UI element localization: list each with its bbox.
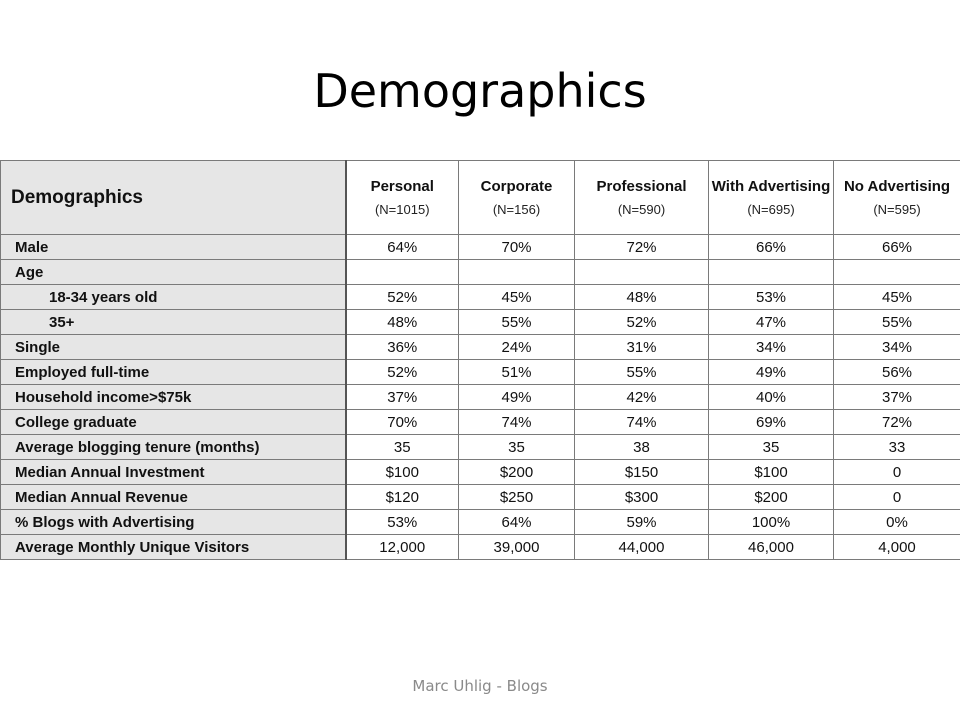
row-label: Single <box>1 335 346 360</box>
table-cell: 74% <box>575 410 709 435</box>
row-label: Average blogging tenure (months) <box>1 435 346 460</box>
column-name: Personal <box>370 177 434 195</box>
table-cell: 48% <box>346 310 459 335</box>
table-cell: 24% <box>459 335 575 360</box>
table-cell: 74% <box>459 410 575 435</box>
table-cell: $100 <box>709 460 834 485</box>
table-cell: 52% <box>575 310 709 335</box>
column-header-corporate <box>459 161 575 235</box>
table-cell: 66% <box>709 235 834 260</box>
table-cell: $150 <box>575 460 709 485</box>
table-cell: 37% <box>834 385 960 410</box>
table-cell: 49% <box>709 360 834 385</box>
table-cell: 0% <box>834 510 960 535</box>
column-header-with-advertising <box>709 161 834 235</box>
table-cell: 51% <box>459 360 575 385</box>
table-cell: 64% <box>459 510 575 535</box>
table-cell: 0 <box>834 485 960 510</box>
table-cell: 69% <box>709 410 834 435</box>
table-cell: 64% <box>346 235 459 260</box>
table-row <box>1 310 960 335</box>
row-label: 18-34 years old <box>1 285 346 310</box>
row-label: Male <box>1 235 346 260</box>
table-cell: 55% <box>834 310 960 335</box>
column-header-personal <box>346 161 459 235</box>
table-cell: 45% <box>459 285 575 310</box>
table-cell: 44,000 <box>575 535 709 560</box>
table-cell: 31% <box>575 335 709 360</box>
table-cell: 40% <box>709 385 834 410</box>
table-row <box>1 510 960 535</box>
row-label: % Blogs with Advertising <box>1 510 346 535</box>
table-row <box>1 360 960 385</box>
table-cell: 46,000 <box>709 535 834 560</box>
table-body <box>1 235 960 560</box>
table-cell: 36% <box>346 335 459 360</box>
corner-header: Demographics <box>1 161 346 235</box>
row-label: Average Monthly Unique Visitors <box>1 535 346 560</box>
table-cell: 0 <box>834 460 960 485</box>
column-name: Professional <box>596 177 687 195</box>
table-cell: 48% <box>575 285 709 310</box>
column-sample-size: (N=156) <box>492 201 541 217</box>
table-cell: 4,000 <box>834 535 960 560</box>
table-row <box>1 285 960 310</box>
row-label: Median Annual Revenue <box>1 485 346 510</box>
column-header-no-advertising <box>834 161 960 235</box>
table-row <box>1 385 960 410</box>
table-cell: 72% <box>575 235 709 260</box>
table-cell: $250 <box>459 485 575 510</box>
row-label: Employed full-time <box>1 360 346 385</box>
table-row <box>1 335 960 360</box>
column-name: No Advertising <box>843 177 951 195</box>
table-row <box>1 410 960 435</box>
table-cell: $300 <box>575 485 709 510</box>
column-sample-size: (N=595) <box>873 201 921 217</box>
table-header-row <box>1 161 960 235</box>
row-label: 35+ <box>1 310 346 335</box>
table-cell: 100% <box>709 510 834 535</box>
table-cell: 12,000 <box>346 535 459 560</box>
table-cell: 42% <box>575 385 709 410</box>
table-cell: 49% <box>459 385 575 410</box>
table-cell: 34% <box>834 335 960 360</box>
table-row <box>1 435 960 460</box>
table-cell: 56% <box>834 360 960 385</box>
table-cell: 34% <box>709 335 834 360</box>
table-cell: $100 <box>346 460 459 485</box>
demographics-table <box>0 160 960 560</box>
table-cell: 47% <box>709 310 834 335</box>
slide-footer: Marc Uhlig - Blogs <box>412 677 548 695</box>
row-label: Household income>$75k <box>1 385 346 410</box>
table-cell: $200 <box>459 460 575 485</box>
table-cell: 38 <box>575 435 709 460</box>
table-cell: 35 <box>459 435 575 460</box>
table-cell: 55% <box>575 360 709 385</box>
demographics-table-container <box>0 160 960 560</box>
table-cell: 33 <box>834 435 960 460</box>
column-name: With Advertising <box>711 177 831 195</box>
column-name: Corporate <box>480 177 553 195</box>
table-cell: 52% <box>346 360 459 385</box>
table-cell: 59% <box>575 510 709 535</box>
table-cell: 35 <box>346 435 459 460</box>
table-row <box>1 260 960 285</box>
table-cell: 53% <box>709 285 834 310</box>
table-cell: 37% <box>346 385 459 410</box>
table-cell: 66% <box>834 235 960 260</box>
table-cell: 70% <box>459 235 575 260</box>
slide-title: Demographics <box>313 64 647 118</box>
table-cell <box>346 260 459 285</box>
table-cell: 39,000 <box>459 535 575 560</box>
table-cell: $200 <box>709 485 834 510</box>
column-header-professional <box>575 161 709 235</box>
table-row <box>1 460 960 485</box>
table-cell <box>459 260 575 285</box>
row-label: Age <box>1 260 346 285</box>
table-cell: 45% <box>834 285 960 310</box>
table-cell: 72% <box>834 410 960 435</box>
row-label: College graduate <box>1 410 346 435</box>
table-row <box>1 535 960 560</box>
table-cell: 35 <box>709 435 834 460</box>
table-cell: 55% <box>459 310 575 335</box>
column-sample-size: (N=590) <box>617 201 666 217</box>
table-cell: 52% <box>346 285 459 310</box>
table-cell: $120 <box>346 485 459 510</box>
table-row <box>1 485 960 510</box>
column-sample-size: (N=1015) <box>374 201 430 217</box>
table-cell: 53% <box>346 510 459 535</box>
column-sample-size: (N=695) <box>747 201 795 217</box>
table-cell <box>834 260 960 285</box>
row-label: Median Annual Investment <box>1 460 346 485</box>
table-cell: 70% <box>346 410 459 435</box>
table-cell <box>575 260 709 285</box>
table-row <box>1 235 960 260</box>
table-cell <box>709 260 834 285</box>
